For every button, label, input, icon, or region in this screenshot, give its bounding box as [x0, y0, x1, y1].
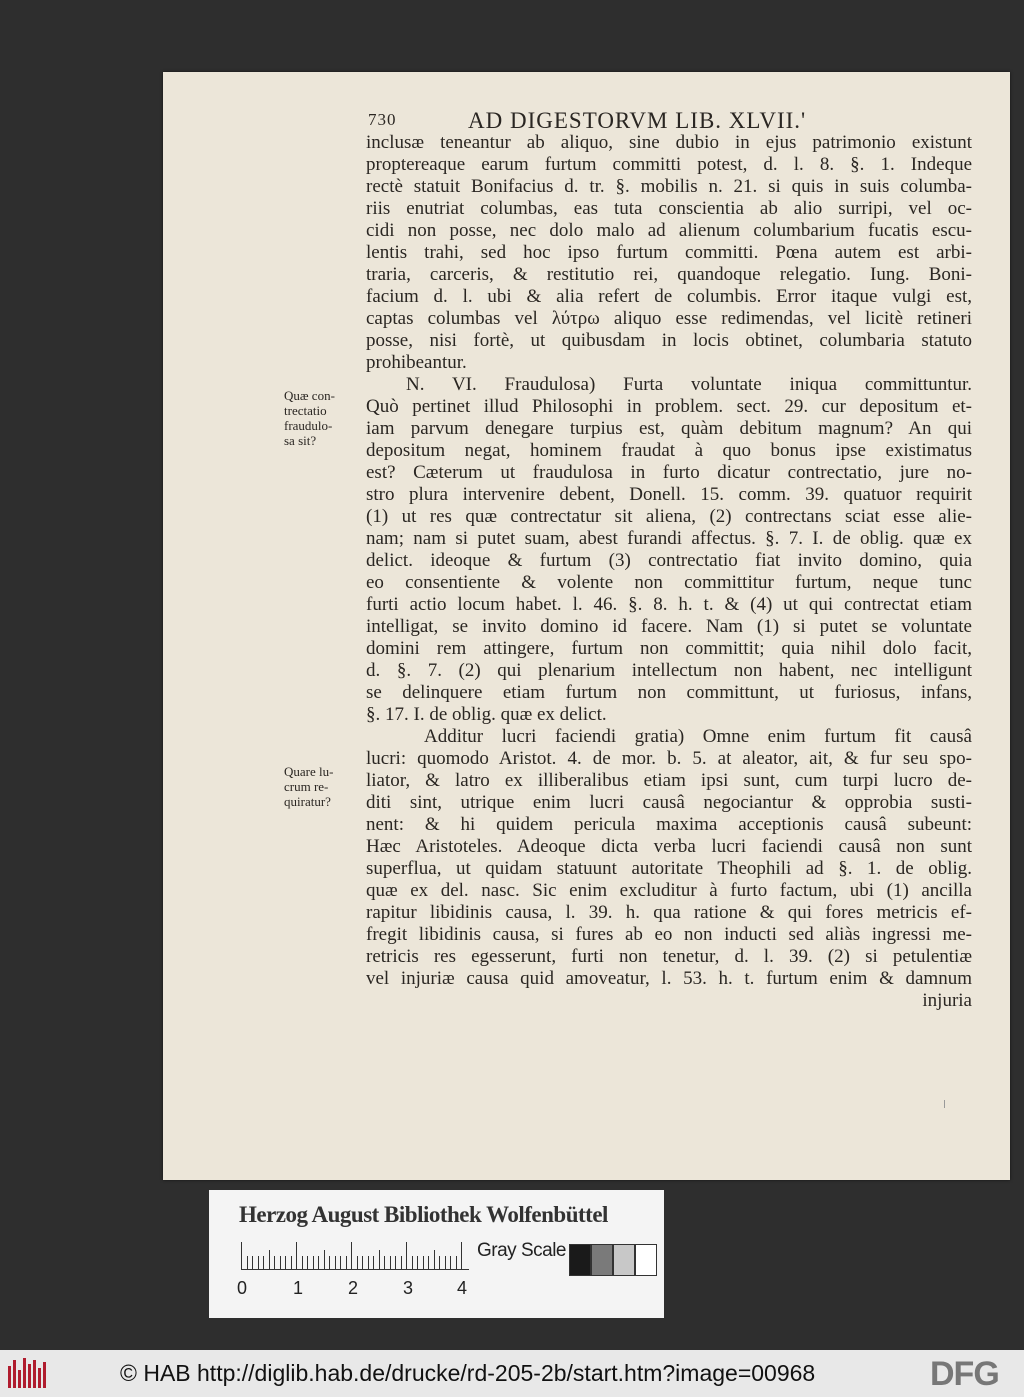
logo-bar — [43, 1362, 46, 1388]
ruler-tick — [379, 1250, 380, 1270]
text-line: prohibeantur. — [366, 352, 467, 373]
logo-bar — [8, 1366, 11, 1388]
ruler-tick — [357, 1256, 358, 1270]
logo-bar — [28, 1364, 31, 1388]
text-line: §. 17. I. de oblig. quæ ex delict. — [366, 704, 607, 725]
ruler-tick — [368, 1256, 369, 1270]
ruler-tick — [439, 1256, 440, 1270]
gray-scale-label: Gray Scale — [477, 1240, 566, 1261]
text-line: est? Cæterum ut fraudulosa in furto dicatur contrectatio, jure no- — [366, 462, 972, 483]
ruler-scale — [241, 1242, 469, 1270]
text-line: N. VI. Fraudulosa) Furta voluntate iniqua committuntur. — [406, 374, 972, 395]
running-title: AD DIGESTORVM LIB. XLVII.' — [468, 108, 807, 133]
text-line: captas columbas vel λύτρω aliquo esse redimendas, vel licitè retineri — [366, 308, 972, 329]
text-line: Additur lucri faciendi gratia) Omne enim furtum fit causâ — [424, 726, 972, 747]
ruler-tick — [351, 1242, 352, 1270]
text-line: Quò pertinet illud Philosophi in problem. sect. 29. cur depositum et- — [366, 396, 972, 417]
text-line: domini rem attingere, furtum non committit; quia nihil dolo facit, — [366, 638, 972, 659]
ruler-tick — [373, 1256, 374, 1270]
scale-number-1: 1 — [293, 1278, 304, 1298]
page-mark — [944, 1100, 945, 1108]
ruler-tick — [340, 1256, 341, 1270]
logo-bar — [38, 1368, 41, 1388]
ruler-tick — [390, 1256, 391, 1270]
text-line: rectè statuit Bonifacius d. tr. §. mobilis n. 21. si quis in suis columba- — [366, 176, 972, 197]
text-line: (1) ut res quæ contrectatur sit aliena, (2) contrectans sciat esse alie- — [366, 506, 972, 527]
gray-swatch-black — [569, 1244, 591, 1276]
footer-bar — [0, 1350, 1024, 1397]
text-line: d. §. 7. (2) qui plenarium intellectum non habent, nec intelligunt — [366, 660, 972, 681]
scale-number-3: 3 — [403, 1278, 414, 1298]
ruler-tick — [428, 1256, 429, 1270]
ruler-tick — [269, 1250, 270, 1270]
ruler-tick — [302, 1256, 303, 1270]
text-line: posse, nisi fortè, ut quibusdam in locis obtinet, columbaria statuto — [366, 330, 972, 351]
ruler-tick — [395, 1256, 396, 1270]
text-line: riis enutriat columbas, eas tuta conscientia ab alio surripi, vel oc- — [366, 198, 972, 219]
page-number: 730 — [368, 110, 397, 129]
ruler-tick — [274, 1256, 275, 1270]
text-line: retricis res egesserunt, furti non tenetur, d. l. 39. (2) si petulentiæ — [366, 946, 972, 967]
gray-swatch-dark — [591, 1244, 613, 1276]
logo-bar — [33, 1360, 36, 1388]
ruler-tick — [384, 1256, 385, 1270]
ruler-tick — [362, 1256, 363, 1270]
ruler-tick — [417, 1256, 418, 1270]
text-line: delict. ideoque & furtum (3) contrectatio fiat invito domino, quia — [366, 550, 972, 571]
margin-note-lucri: Quare lu- crum re- quiratur? — [284, 764, 334, 809]
text-line: Hæc Aristoteles. Adeoque dicta verba lucri faciendi causâ non sunt — [366, 836, 972, 857]
text-line: traria, carceris, & restitutio rei, quandoque relegatio. Iung. Boni- — [366, 264, 972, 285]
gray-swatch-white — [635, 1244, 657, 1276]
text-line: liator, & latro ex illiberalibus etiam ipsi sunt, cum turpi lucro de- — [366, 770, 972, 791]
text-line: eo consentiente & volente non committitur furtum, neque tunc — [366, 572, 972, 593]
ruler-tick — [247, 1256, 248, 1270]
copyright-url[interactable]: © HAB http://diglib.hab.de/drucke/rd-205-2b/start.htm?image=00968 — [120, 1360, 816, 1386]
catchword: injuria — [922, 990, 972, 1011]
text-line: proptereaque earum furtum committi potest, d. l. 8. §. 1. Indeque — [366, 154, 972, 175]
text-line: se delinquere etiam furtum non committunt, ut furiosus, infans, — [366, 682, 972, 703]
logo-bar — [18, 1370, 21, 1388]
text-line: lucri: quomodo Aristot. 4. de mor. b. 5. at aleator, ait, & fur seu spo- — [366, 748, 972, 769]
text-line: iam parvum denegare turpius est, quàm debitum magnum? An qui — [366, 418, 972, 439]
library-scale-card — [209, 1190, 664, 1318]
text-line: inclusæ teneantur ab aliquo, sine dubio in ejus patrimonio existunt — [366, 132, 972, 153]
text-line: furti actio locum habet. l. 46. §. 8. h. t. & (4) ut qui contrectat etiam — [366, 594, 972, 615]
text-line: stro plura intervenire debent, Donell. 15. comm. 39. quatuor requirit — [366, 484, 972, 505]
text-line: facium d. l. ubi & alia refert de columbis. Error itaque vulgi est, — [366, 286, 972, 307]
ruler-tick — [434, 1250, 435, 1270]
text-line: nam; nam si putet suam, abest furandi affectus. §. 7. I. de oblig. quæ ex — [366, 528, 972, 549]
ruler-tick — [412, 1256, 413, 1270]
scale-number-4: 4 — [457, 1278, 468, 1298]
scale-number-2: 2 — [348, 1278, 359, 1298]
text-line: nent: & hi quidem pericula maxima acceptionis causâ subeunt: — [366, 814, 972, 835]
text-line: lentis trahi, sed hoc ipso furtum committi. Pœna autem est arbi- — [366, 242, 972, 263]
library-name: Herzog August Bibliothek Wolfenbüttel — [239, 1202, 608, 1227]
ruler-tick — [252, 1256, 253, 1270]
logo-bar — [13, 1360, 16, 1388]
gray-swatch-light — [613, 1244, 635, 1276]
ruler-tick — [456, 1256, 457, 1270]
margin-note-fraudulosa: Quæ con- trectatio fraudulo- sa sit? — [284, 388, 335, 448]
text-line: intelligat, se invito domino id facere. Nam (1) si putet se voluntate — [366, 616, 972, 637]
ruler-tick — [280, 1256, 281, 1270]
logo-bar — [23, 1358, 26, 1388]
text-line: quæ ex del. nasc. Sic enim excluditur à furto factum, ubi (1) ancilla — [366, 880, 972, 901]
ruler-tick — [461, 1242, 462, 1270]
text-line: cidi non posse, nec dolo malo ad alienum columbarium fucatis escu- — [366, 220, 972, 241]
text-line: fregit libidinis causa, si fures ab eo non inducti sed aliàs ingressi me- — [366, 924, 972, 945]
ruler-tick — [346, 1256, 347, 1270]
ruler-tick — [291, 1256, 292, 1270]
ruler-tick — [307, 1256, 308, 1270]
text-line: rapitur libidinis causa, l. 39. h. qua ratione & qui fores metricis ef- — [366, 902, 972, 923]
text-line: diti sint, utrique enim lucri causâ negociantur & opprobia susti- — [366, 792, 972, 813]
ruler-tick — [318, 1256, 319, 1270]
ruler-tick — [296, 1242, 297, 1270]
ruler-tick — [241, 1242, 242, 1270]
hab-logo-icon — [8, 1358, 48, 1388]
scale-number-0: 0 — [237, 1278, 248, 1298]
ruler-baseline — [241, 1269, 469, 1270]
ruler-tick — [285, 1256, 286, 1270]
text-line: superflua, ut quidam statuunt autoritate Theophili ad §. 1. de oblig. — [366, 858, 972, 879]
ruler-tick — [313, 1256, 314, 1270]
dfg-logo: DFG — [930, 1355, 999, 1393]
ruler-tick — [324, 1250, 325, 1270]
ruler-tick — [263, 1256, 264, 1270]
ruler-tick — [423, 1256, 424, 1270]
ruler-tick — [335, 1256, 336, 1270]
ruler-tick — [445, 1256, 446, 1270]
text-line: vel injuriæ causa quid amoveatur, l. 53. h. t. furtum enim & damnum — [366, 968, 972, 989]
text-line: depositum negat, hominem fraudat à quo bonus ipse existimatus — [366, 440, 972, 461]
ruler-tick — [406, 1242, 407, 1270]
ruler-tick — [329, 1256, 330, 1270]
ruler-tick — [258, 1256, 259, 1270]
ruler-tick — [401, 1256, 402, 1270]
body-text — [366, 132, 972, 1012]
ruler-tick — [450, 1256, 451, 1270]
